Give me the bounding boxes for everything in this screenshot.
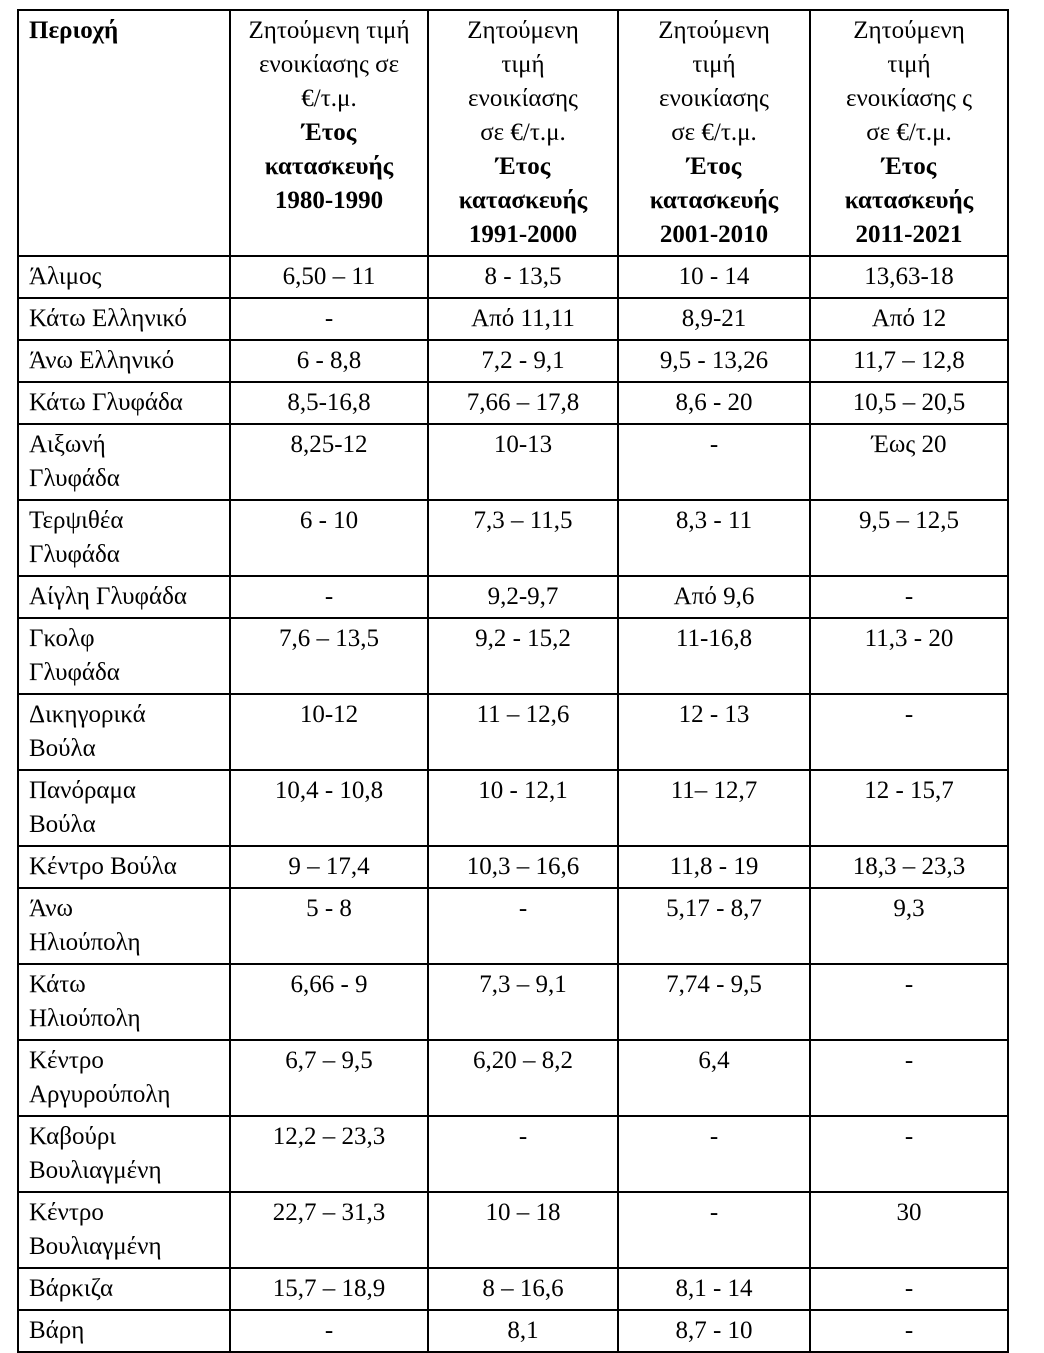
price-range-cell: - <box>810 1040 1008 1116</box>
price-range-cell: 10,5 – 20,5 <box>810 382 1008 424</box>
region-name-line: Γλυφάδα <box>29 465 120 492</box>
price-range-cell: 11-16,8 <box>618 618 810 694</box>
region-cell <box>18 576 230 618</box>
region-cell <box>18 1116 230 1192</box>
region-cell <box>18 340 230 382</box>
price-range-cell: Από 9,6 <box>618 576 810 618</box>
header-line: τιμή <box>887 51 931 78</box>
price-range-cell: 12 - 13 <box>618 694 810 770</box>
price-range-cell: 9,2-9,7 <box>428 576 618 618</box>
region-name-line: Αργυρούπολη <box>29 1081 171 1108</box>
table-row <box>18 576 1008 618</box>
price-range-cell: - <box>230 576 428 618</box>
table-row <box>18 340 1008 382</box>
region-name-line: Κέντρο <box>29 1047 104 1074</box>
rent-price-table <box>17 9 1009 1353</box>
price-range-cell: 6,20 – 8,2 <box>428 1040 618 1116</box>
table-row <box>18 888 1008 964</box>
price-range-cell: 7,3 – 11,5 <box>428 500 618 576</box>
price-range-cell: - <box>810 576 1008 618</box>
price-range-cell: 11– 12,7 <box>618 770 810 846</box>
header-line: €/τ.μ. <box>301 85 357 112</box>
price-range-cell: 10,4 - 10,8 <box>230 770 428 846</box>
price-range-cell: 7,66 – 17,8 <box>428 382 618 424</box>
price-range-cell: 15,7 – 18,9 <box>230 1268 428 1310</box>
price-range-cell: - <box>230 1310 428 1352</box>
price-range-cell: 11,3 - 20 <box>810 618 1008 694</box>
price-range-cell: 30 <box>810 1192 1008 1268</box>
price-range-cell: 7,74 - 9,5 <box>618 964 810 1040</box>
header-line: ενοικίασης ς <box>845 85 973 112</box>
table-row <box>18 298 1008 340</box>
price-range-cell: 8,5-16,8 <box>230 382 428 424</box>
header-line: τιμή <box>692 51 736 78</box>
region-cell <box>18 500 230 576</box>
region-cell <box>18 382 230 424</box>
region-cell <box>18 618 230 694</box>
header-year-range: 2001-2010 <box>659 221 769 248</box>
header-bold-line: Έτος <box>301 119 357 146</box>
price-range-cell: 10,3 – 16,6 <box>428 846 618 888</box>
price-range-cell: 6 - 10 <box>230 500 428 576</box>
price-range-cell: 12 - 15,7 <box>810 770 1008 846</box>
header-bold-line: Έτος <box>881 153 937 180</box>
price-range-cell: 11,7 – 12,8 <box>810 340 1008 382</box>
price-range-cell: 8 – 16,6 <box>428 1268 618 1310</box>
region-name-line: Γλυφάδα <box>29 541 120 568</box>
price-range-cell: 9 – 17,4 <box>230 846 428 888</box>
column-header-1980-1990 <box>230 10 428 256</box>
price-range-cell: 10-12 <box>230 694 428 770</box>
table-row <box>18 694 1008 770</box>
header-bold-line: Έτος <box>686 153 742 180</box>
region-name-line: Τερψιθέα <box>29 507 124 534</box>
price-range-cell: 11,8 - 19 <box>618 846 810 888</box>
region-cell <box>18 1040 230 1116</box>
region-name-line: Κάτω <box>29 971 86 998</box>
region-name-line: Άνω Ελληνικό <box>29 347 175 374</box>
price-range-cell: 8,3 - 11 <box>618 500 810 576</box>
header-line: σε €/τ.μ. <box>671 119 757 146</box>
price-range-cell: 8,7 - 10 <box>618 1310 810 1352</box>
header-bold-line: κατασκευής <box>264 153 394 180</box>
column-header-1991-2000 <box>428 10 618 256</box>
price-range-cell: 9,5 – 12,5 <box>810 500 1008 576</box>
region-name-line: Κέντρο Βούλα <box>29 853 177 880</box>
table-row <box>18 256 1008 298</box>
table-row <box>18 618 1008 694</box>
price-range-cell: - <box>810 1116 1008 1192</box>
region-name-line: Πανόραμα <box>29 777 137 804</box>
table-row <box>18 1310 1008 1352</box>
price-range-cell: 9,2 - 15,2 <box>428 618 618 694</box>
table-header-row <box>18 10 1008 256</box>
price-range-cell: 8 - 13,5 <box>428 256 618 298</box>
region-cell <box>18 424 230 500</box>
region-name-line: Γκολφ <box>29 625 95 652</box>
price-range-cell: 7,6 – 13,5 <box>230 618 428 694</box>
header-bold-line: κατασκευής <box>649 187 779 214</box>
header-bold-line: κατασκευής <box>458 187 588 214</box>
price-range-cell: 10 – 18 <box>428 1192 618 1268</box>
price-range-cell: 8,1 <box>428 1310 618 1352</box>
region-name-line: Βούλα <box>29 735 96 762</box>
region-name-line: Ηλιούπολη <box>29 1005 141 1032</box>
price-range-cell: 11 – 12,6 <box>428 694 618 770</box>
header-line: Ζητούμενη τιμή <box>248 17 410 44</box>
header-line: ενοικίασης <box>468 85 578 112</box>
table-row <box>18 500 1008 576</box>
price-range-cell: 7,3 – 9,1 <box>428 964 618 1040</box>
header-bold-line: Έτος <box>495 153 551 180</box>
price-range-cell: - <box>810 694 1008 770</box>
header-line: ενοικίασης <box>659 85 769 112</box>
price-range-cell: 9,5 - 13,26 <box>618 340 810 382</box>
header-year-range: 1980-1990 <box>274 187 384 214</box>
region-name-line: Βάρη <box>29 1317 85 1344</box>
price-range-cell: 9,3 <box>810 888 1008 964</box>
region-name-line: Δικηγορικά <box>29 701 146 728</box>
column-header-2001-2010 <box>618 10 810 256</box>
price-range-cell: 10 - 12,1 <box>428 770 618 846</box>
region-name-line: Βουλιαγμένη <box>29 1233 162 1260</box>
region-cell <box>18 694 230 770</box>
price-range-cell: 13,63-18 <box>810 256 1008 298</box>
table-row <box>18 424 1008 500</box>
region-cell <box>18 1268 230 1310</box>
region-name-line: Καβούρι <box>29 1123 117 1150</box>
region-cell <box>18 256 230 298</box>
region-name-line: Βουλιαγμένη <box>29 1157 162 1184</box>
header-line: Ζητούμενη <box>467 17 579 44</box>
table-row <box>18 1192 1008 1268</box>
price-range-cell: 6,7 – 9,5 <box>230 1040 428 1116</box>
table-row <box>18 1268 1008 1310</box>
table-row <box>18 1040 1008 1116</box>
region-name-line: Κέντρο <box>29 1199 104 1226</box>
header-line: σε €/τ.μ. <box>866 119 952 146</box>
region-name-line: Γλυφάδα <box>29 659 120 686</box>
price-range-cell: 6,4 <box>618 1040 810 1116</box>
header-line: σε €/τ.μ. <box>480 119 566 146</box>
region-name-line: Άλιμος <box>29 263 102 290</box>
price-range-cell: - <box>428 888 618 964</box>
price-range-cell: 8,6 - 20 <box>618 382 810 424</box>
table-row <box>18 770 1008 846</box>
region-cell <box>18 770 230 846</box>
table-row <box>18 846 1008 888</box>
price-range-cell: - <box>428 1116 618 1192</box>
column-header-2011-2021 <box>810 10 1008 256</box>
price-range-cell: - <box>810 1310 1008 1352</box>
price-range-cell: 6,50 – 11 <box>230 256 428 298</box>
price-range-cell: 12,2 – 23,3 <box>230 1116 428 1192</box>
region-name-line: Αιξωνή <box>29 431 106 458</box>
column-header-region: Περιοχή <box>18 10 230 256</box>
price-range-cell: - <box>618 1116 810 1192</box>
region-name-line: Κάτω Γλυφάδα <box>29 389 183 416</box>
region-name-line: Ηλιούπολη <box>29 929 141 956</box>
header-line: Ζητούμενη <box>658 17 770 44</box>
header-line: ενοικίασης σε <box>258 51 400 78</box>
price-range-cell: - <box>618 424 810 500</box>
table-row <box>18 1116 1008 1192</box>
region-name-line: Άνω <box>29 895 73 922</box>
price-range-cell: Έως 20 <box>810 424 1008 500</box>
price-range-cell: 6,66 - 9 <box>230 964 428 1040</box>
price-range-cell: 8,1 - 14 <box>618 1268 810 1310</box>
region-cell <box>18 964 230 1040</box>
price-range-cell: 6 - 8,8 <box>230 340 428 382</box>
region-cell <box>18 888 230 964</box>
price-range-cell: - <box>230 298 428 340</box>
region-name-line: Βάρκιζα <box>29 1275 114 1302</box>
region-name-line: Βούλα <box>29 811 96 838</box>
price-range-cell: 22,7 – 31,3 <box>230 1192 428 1268</box>
header-line: τιμή <box>501 51 545 78</box>
table-row <box>18 964 1008 1040</box>
header-line: Ζητούμενη <box>853 17 965 44</box>
price-range-cell: - <box>618 1192 810 1268</box>
region-cell <box>18 1192 230 1268</box>
price-range-cell: 5,17 - 8,7 <box>618 888 810 964</box>
price-range-cell: - <box>810 964 1008 1040</box>
region-cell <box>18 846 230 888</box>
header-year-range: 1991-2000 <box>468 221 578 248</box>
region-cell <box>18 298 230 340</box>
header-bold-line: κατασκευής <box>844 187 974 214</box>
price-range-cell: 8,9-21 <box>618 298 810 340</box>
price-range-cell: Από 12 <box>810 298 1008 340</box>
region-name-line: Κάτω Ελληνικό <box>29 305 187 332</box>
price-range-cell: Από 11,11 <box>428 298 618 340</box>
price-range-cell: 8,25-12 <box>230 424 428 500</box>
price-range-cell: 18,3 – 23,3 <box>810 846 1008 888</box>
header-year-range: 2011-2021 <box>855 221 963 248</box>
price-range-cell: - <box>810 1268 1008 1310</box>
price-range-cell: 7,2 - 9,1 <box>428 340 618 382</box>
table-body <box>18 256 1008 1352</box>
price-range-cell: 10-13 <box>428 424 618 500</box>
region-name-line: Αίγλη Γλυφάδα <box>29 583 187 610</box>
price-range-cell: 10 - 14 <box>618 256 810 298</box>
region-cell <box>18 1310 230 1352</box>
price-range-cell: 5 - 8 <box>230 888 428 964</box>
table-row <box>18 382 1008 424</box>
